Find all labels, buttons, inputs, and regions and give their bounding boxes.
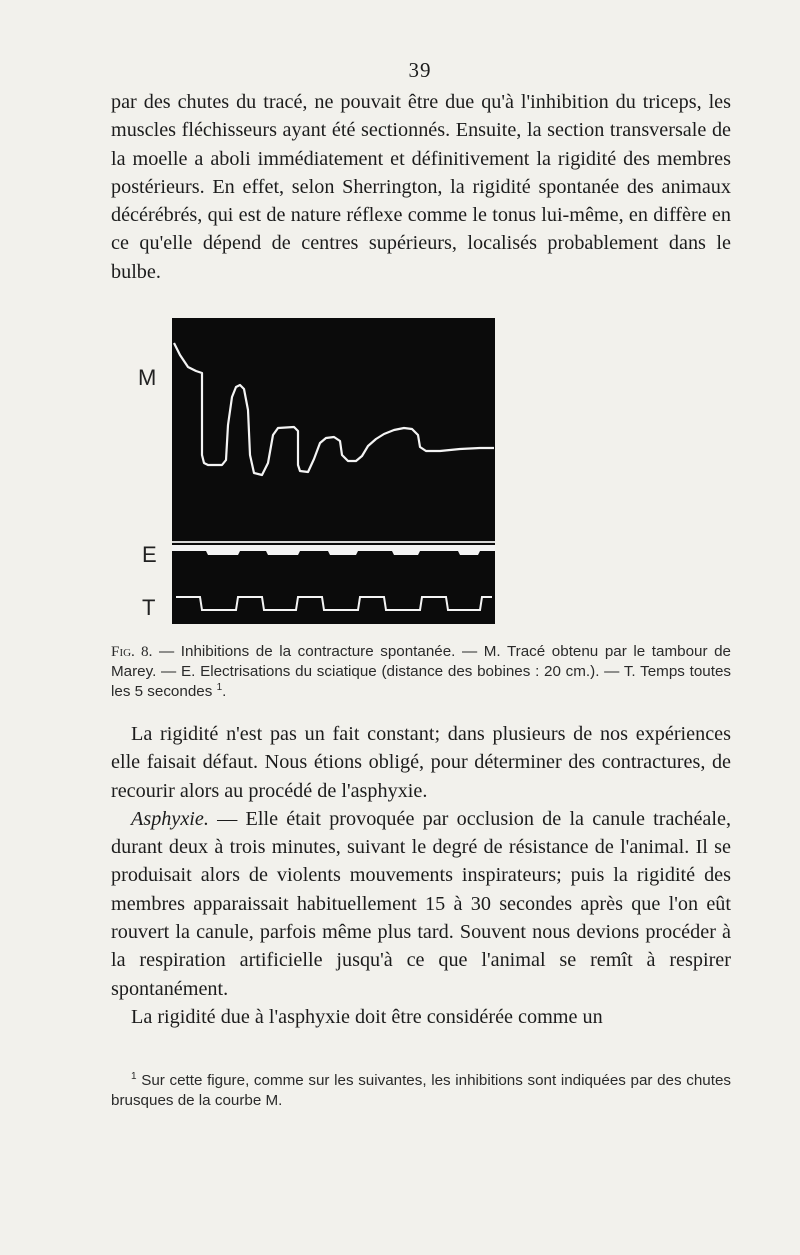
asphyxie-heading: Asphyxie. xyxy=(131,807,209,830)
label-e: E xyxy=(142,542,157,567)
body-text xyxy=(111,720,731,1031)
paragraph-rigidity: La rigidité n'est pas un fait constant; dans plusieurs de nos expériences elle faisait défaut. Nous étions obligé, pour déterminer des contractures, de recourir alors au procédé de l'asphyxie. xyxy=(111,723,731,802)
footnote-text: Sur cette figure, comme sur les suivantes, les inhibitions sont indiquées par des chutes brusques de la courbe M. xyxy=(111,1072,731,1109)
tracing-panel xyxy=(172,318,495,624)
paragraph-asphyxie xyxy=(111,805,731,1003)
caption-lead: Fig. 8. xyxy=(111,643,153,660)
paragraph-closing: La rigidité due à l'asphyxie doit être considérée comme un xyxy=(131,1005,603,1028)
figure-caption xyxy=(111,642,731,703)
label-t: T xyxy=(142,595,156,620)
page-number: 39 xyxy=(408,58,432,82)
caption-note-ref: 1 xyxy=(216,682,223,694)
label-m: M xyxy=(138,365,157,390)
footnote-mark: 1 xyxy=(131,1070,137,1082)
paragraph-intro: par des chutes du tracé, ne pouvait être due qu'à l'inhibition du triceps, les muscles fléchisseurs ayant été sectionnés. Ensuite, la section transversale de la moelle a aboli immédiatement et définitivement la rigidité des membres postérieurs. En effet, selon Sherrington, la rigidité spontanée des animaux décérébrés, qui est de nature réflexe comme le tonus lui-même, en diffère en ce qu'elle dépend de centres supérieurs, localisés probablement dans le bulbe. xyxy=(111,91,731,283)
caption-text: — Inhibitions de la contracture spontanée. — M. Tracé obtenu par le tambour de Marey. — E. Electrisations du sciatique (distance des bobines : 20 cm.). — T. Temps toutes les 5 secondes xyxy=(111,643,731,701)
tracing-svg xyxy=(130,315,530,635)
separator-line xyxy=(172,541,495,543)
footnote xyxy=(111,1071,731,1110)
caption-end: . xyxy=(222,683,227,701)
asphyxie-text: — Elle était provoquée par occlusion de la canule trachéale, durant deux à trois minutes, suivant le degré de résistance de l'animal. Il se produisait alors de violents mouvements inspirateurs; puis la rigidité des membres apparaissait habituellement 15 à 30 secondes après que l'on eût rouvert la canule, parfois même plus tard. Souvent nous devions procéder à la respiration artificielle jusqu'à ce que l'animal se remît à respirer spontanément. xyxy=(111,807,731,1000)
figure-tracing xyxy=(130,315,530,635)
